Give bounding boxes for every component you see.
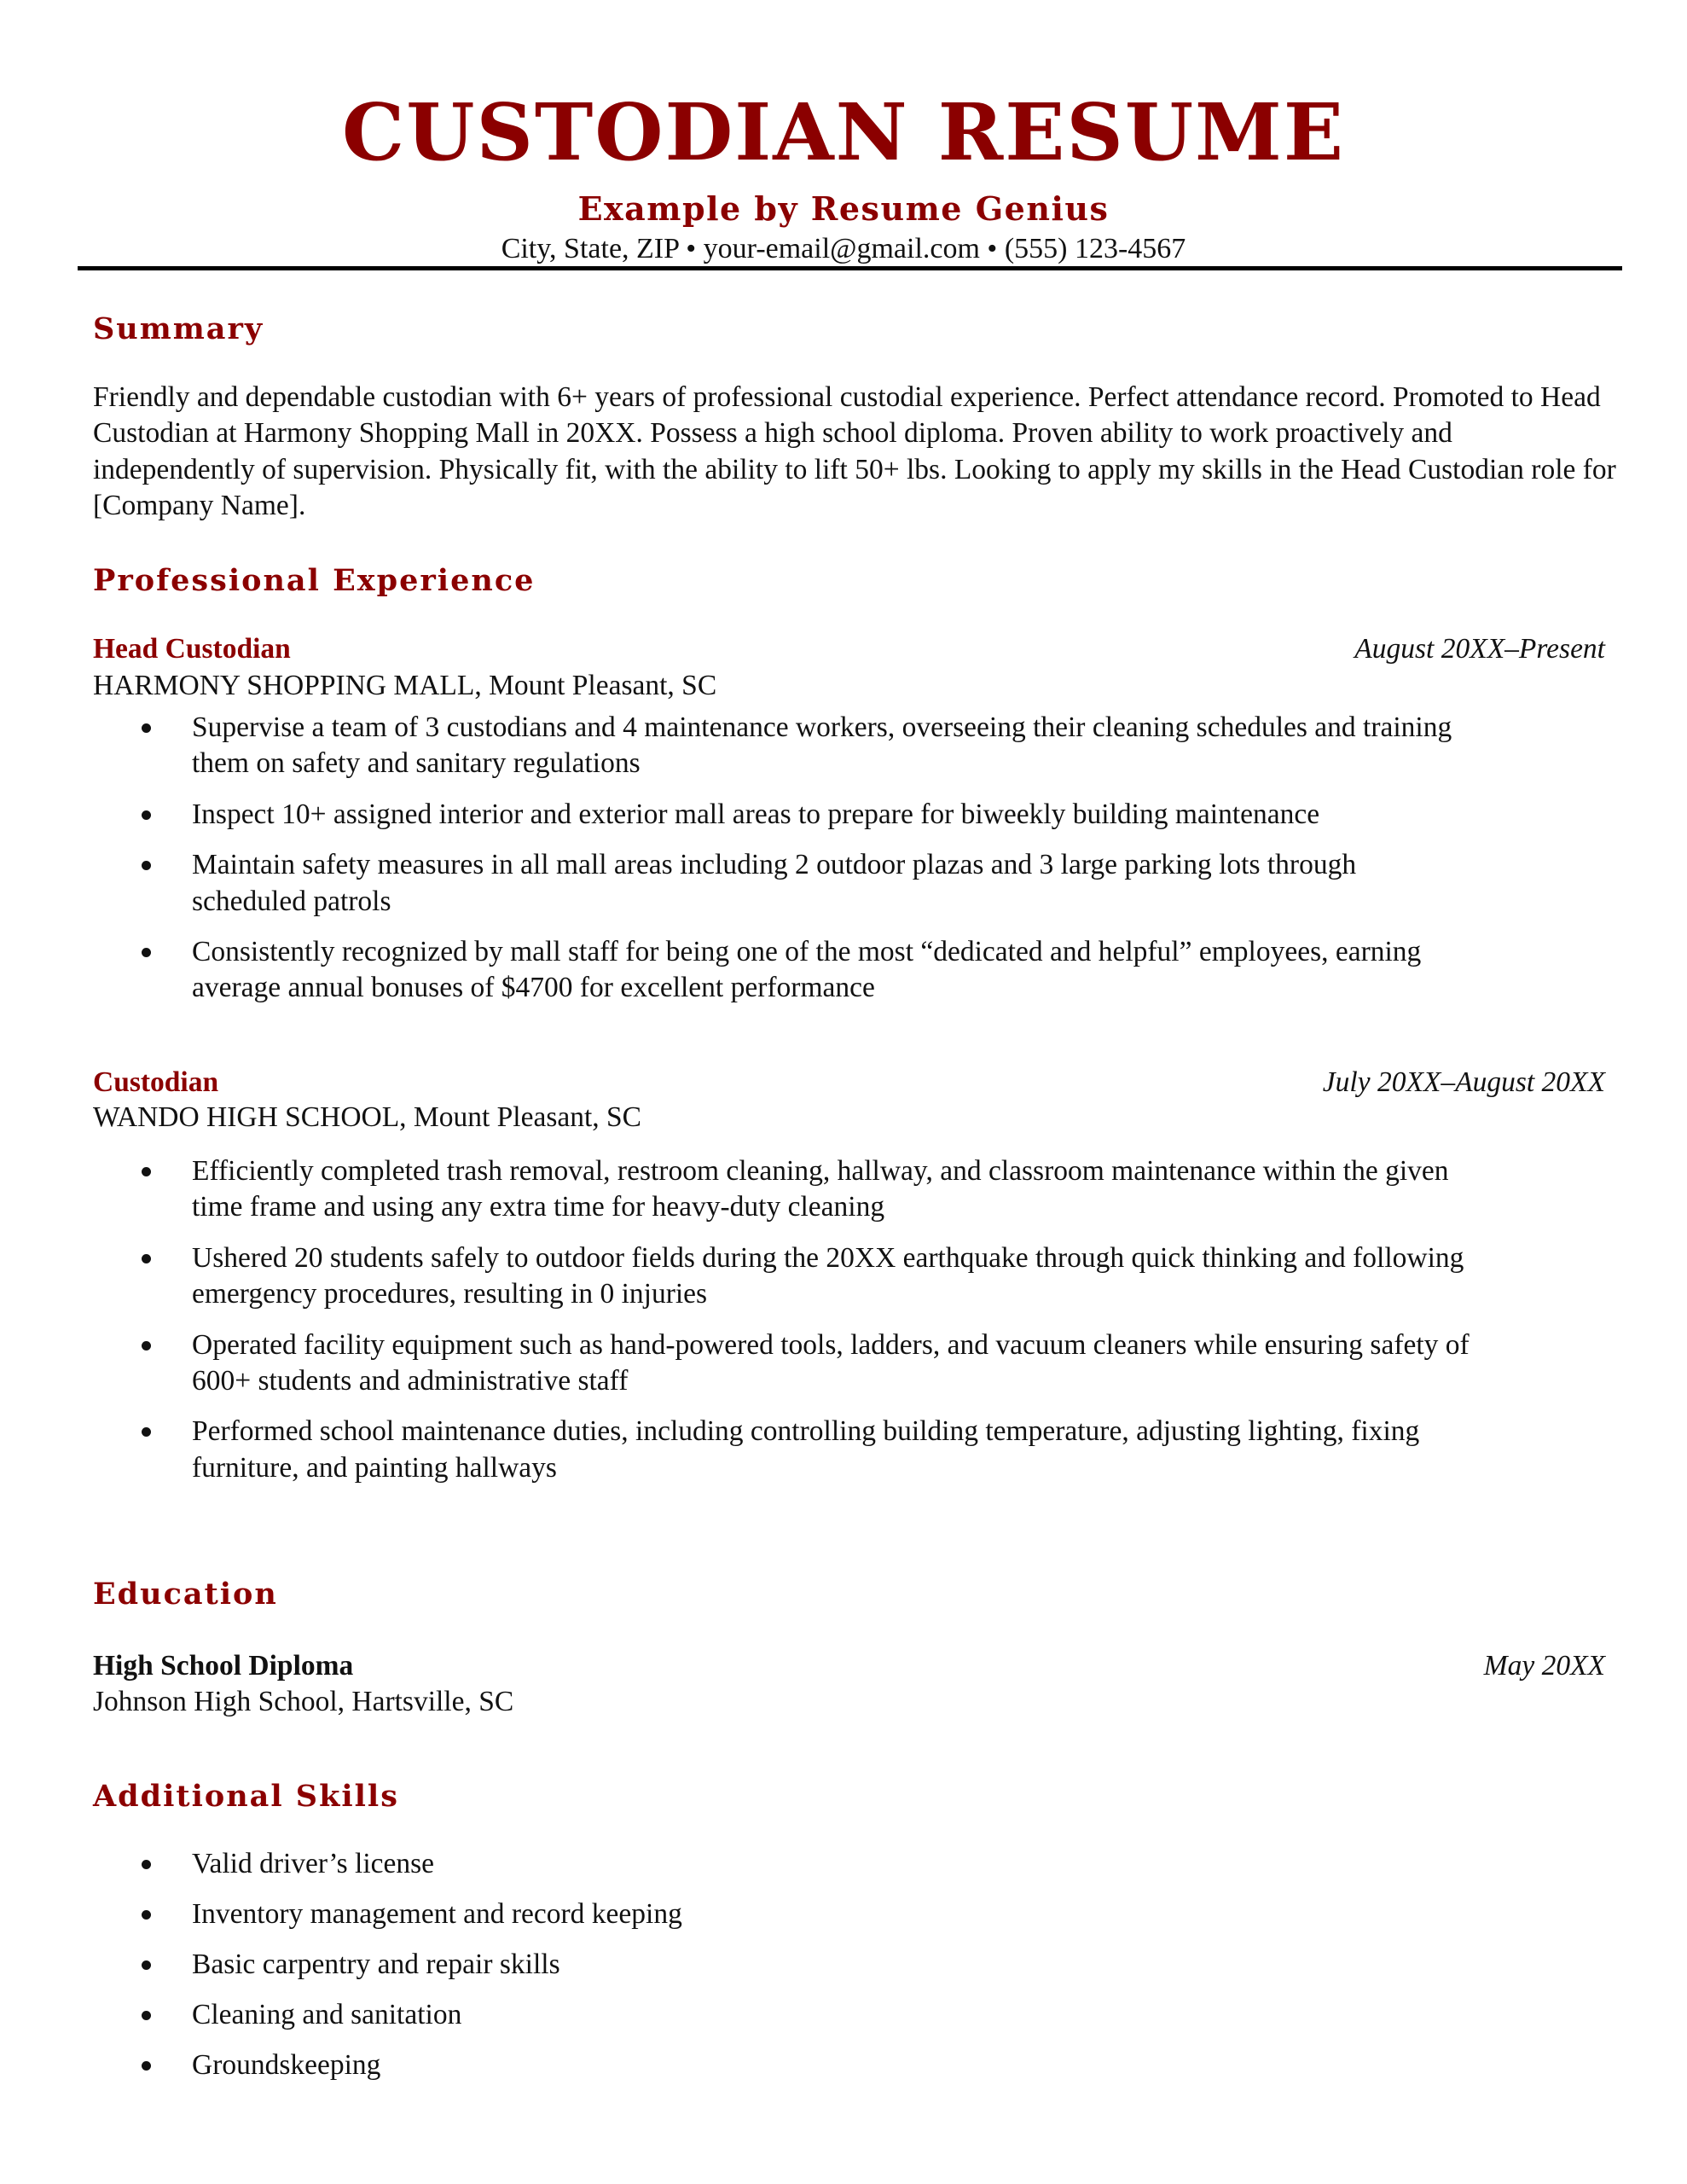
job-title: Head Custodian	[93, 633, 291, 665]
list-item	[0, 710, 1471, 782]
bullet-icon	[142, 861, 151, 870]
list-item	[0, 797, 1471, 833]
skill-text: Groundskeeping	[192, 2048, 381, 2081]
bullet-text: Efficiently completed trash removal, restroom cleaning, hallway, and classroom maintenance within the given time frame and using any extra time for heavy-duty cleaning	[192, 1155, 1449, 1223]
list-item	[0, 1947, 1471, 1983]
degree-title: High School Diploma	[93, 1650, 354, 1682]
skill-text: Cleaning and sanitation	[192, 1998, 462, 2030]
list-item	[0, 1327, 1471, 1400]
job-bullet-list	[0, 1153, 1687, 1501]
contact-line: City, State, ZIP • your-email@gmail.com • (555) 123-4567	[501, 233, 1186, 264]
bullet-text: Inspect 10+ assigned interior and exterior mall areas to prepare for biweekly building maintenance	[192, 798, 1320, 830]
section-heading-education: Education	[93, 1577, 278, 1612]
section-heading-experience: Professional Experience	[93, 563, 536, 598]
bullet-icon	[142, 1960, 151, 1970]
list-item	[0, 1153, 1471, 1226]
list-item	[0, 1896, 1471, 1932]
summary-text: Friendly and dependable custodian with 6+ years of professional custodial experience. Perfect attendance record. Promoted to Head Custodian at Harmony Shopping Mall in 20XX. Possess a high school diploma. Proven ability to work proactively and independently of supervision. Physically fit, with the ability to lift 50+ lbs. Looking to apply my skills in the Head Custodian role for [Company Name].	[93, 381, 1616, 522]
bullet-text: Ushered 20 students safely to outdoor fields during the 20XX earthquake through quick thinking and following emergency procedures, resulting in 0 injuries	[192, 1241, 1464, 1310]
bullet-icon	[142, 948, 151, 957]
job-title: Custodian	[93, 1066, 219, 1098]
bullet-icon	[142, 1910, 151, 1920]
bullet-icon	[142, 1254, 151, 1263]
section-heading-skills: Additional Skills	[93, 1779, 399, 1814]
job-dates: August 20XX–Present	[1354, 633, 1605, 665]
header-divider	[78, 266, 1622, 270]
bullet-icon	[142, 1860, 151, 1869]
job-bullet-list	[0, 710, 1687, 1021]
section-heading-summary: Summary	[93, 311, 264, 346]
job-organization: HARMONY SHOPPING MALL, Mount Pleasant, SC	[93, 670, 717, 701]
skill-text: Valid driver’s license	[192, 1848, 435, 1879]
bullet-icon	[142, 1341, 151, 1350]
job-dates: July 20XX–August 20XX	[1322, 1066, 1605, 1098]
list-item	[0, 1240, 1471, 1313]
list-item	[0, 934, 1471, 1007]
bullet-text: Maintain safety measures in all mall areas including 2 outdoor plazas and 3 large parking lots through scheduled patrols	[192, 849, 1357, 917]
bullet-icon	[142, 723, 151, 733]
bullet-text: Performed school maintenance duties, including controlling building temperature, adjusting lighting, fixing furniture, and painting hallways	[192, 1415, 1420, 1484]
bullet-text: Operated facility equipment such as hand-powered tools, ladders, and vacuum cleaners while ensuring safety of 600+ students and administrative staff	[192, 1328, 1470, 1397]
list-item	[0, 1846, 1471, 1882]
list-item	[0, 1997, 1471, 2033]
skill-text: Basic carpentry and repair skills	[192, 1948, 560, 1980]
skills-list	[0, 1846, 1687, 2098]
bullet-text: Consistently recognized by mall staff for being one of the most “dedicated and helpful” employees, earning average annual bonuses of $4700 for excellent performance	[192, 936, 1422, 1004]
bullet-icon	[142, 1167, 151, 1176]
education-date: May 20XX	[1483, 1650, 1605, 1682]
bullet-icon	[142, 810, 151, 820]
skill-text: Inventory management and record keeping	[192, 1897, 682, 1930]
job-organization: WANDO HIGH SCHOOL, Mount Pleasant, SC	[93, 1101, 642, 1133]
school-name: Johnson High School, Hartsville, SC	[93, 1686, 514, 1717]
bullet-text: Supervise a team of 3 custodians and 4 maintenance workers, overseeing their cleaning schedules and training them on safety and sanitary regulations	[192, 712, 1452, 780]
list-item	[0, 1414, 1471, 1486]
bullet-icon	[142, 1427, 151, 1437]
resume-subtitle: Example by Resume Genius	[577, 189, 1110, 228]
list-item	[0, 2048, 1471, 2083]
resume-title: CUSTODIAN RESUME	[341, 86, 1346, 178]
bullet-icon	[142, 2061, 151, 2071]
bullet-icon	[142, 2011, 151, 2020]
list-item	[0, 847, 1471, 920]
